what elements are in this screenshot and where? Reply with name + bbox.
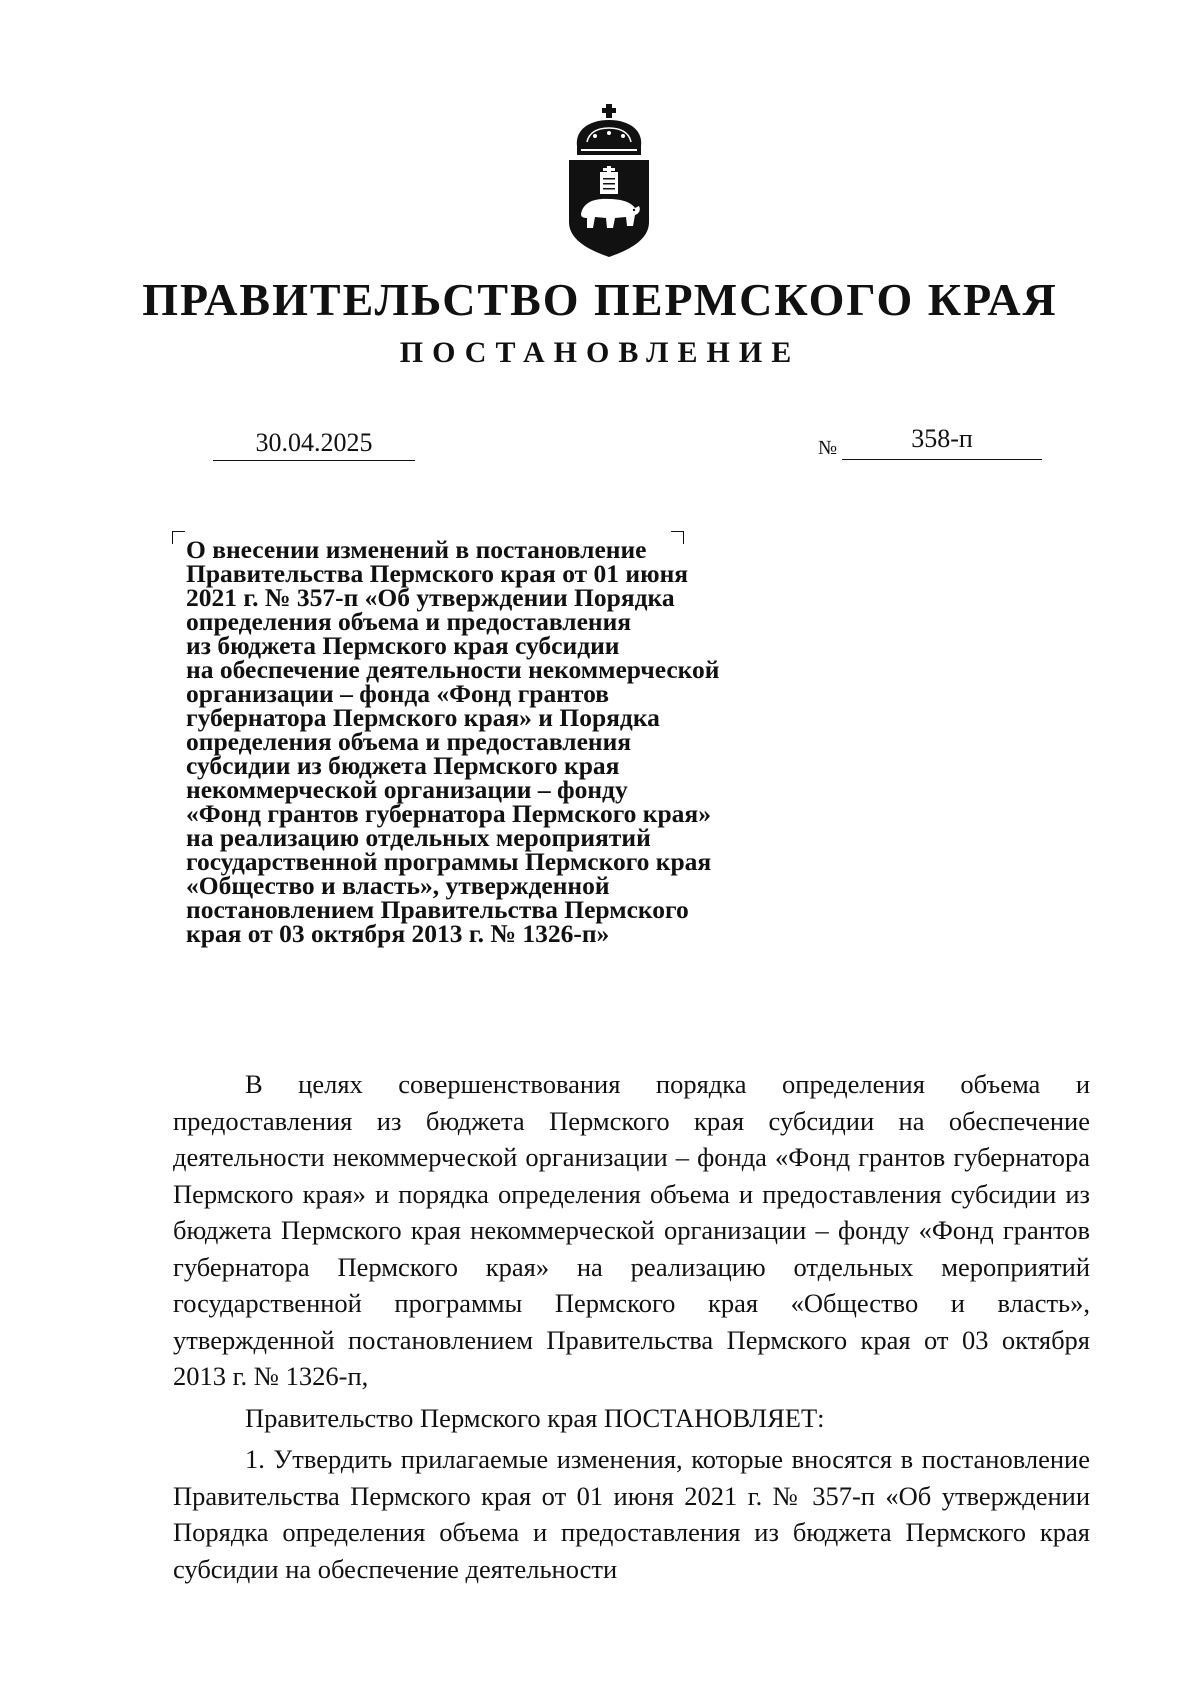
subject-line: Правительства Пермского края от 01 июня bbox=[186, 559, 689, 588]
subject-line: края от 03 октября 2013 г. № 1326-п» bbox=[186, 919, 610, 948]
document-body bbox=[173, 1066, 1090, 1587]
document-subject bbox=[186, 535, 806, 948]
subject-line: О внесении изменений в постановление bbox=[186, 535, 647, 564]
subject-line: определения объема и предоставления bbox=[186, 727, 632, 756]
document-number: 358-п bbox=[842, 424, 1042, 460]
subject-line: на обеспечение деятельности некоммерческой bbox=[186, 655, 720, 684]
document-type-title: ПОСТАНОВЛЕНИЕ bbox=[399, 336, 801, 369]
preamble-paragraph: В целях совершенствования порядка определения объема и предоставления из бюджета Пермского края субсидии на обеспечение деятельности некоммерческой организации – фонда «Фонд грантов губернатора Пермского края» и порядка определения объема и предоставления субсидии из бюджета Пермского края некоммерческой организации – фонду «Фонд грантов губернатора Пермского края» на реализацию отдельных мероприятий государственной программы Пермского края «Общество и власть», утвержденной постановлением Правительства Пермского края от 03 октября 2013 г. № 1326-п, bbox=[173, 1069, 1090, 1391]
subject-line: субсидии из бюджета Пермского края bbox=[186, 751, 620, 780]
resolution-paragraph: Правительство Пермского края ПОСТАНОВЛЯЕТ: bbox=[245, 1402, 825, 1433]
subject-line: на реализацию отдельных мероприятий bbox=[186, 823, 651, 852]
subject-line: некоммерческой организации – фонду bbox=[186, 775, 628, 804]
document-date: 30.04.2025 bbox=[213, 428, 415, 461]
subject-corner-mark-left bbox=[172, 531, 185, 544]
subject-line: определения объема и предоставления bbox=[186, 607, 632, 636]
item-1-paragraph: 1. Утвердить прилагаемые изменения, которые вносятся в постановление Правительства Пермского края от 01 июня 2021 г. № 357-п «Об утверждении Порядка определения объема и предоставления из бюджета Пермского края субсидии на обеспечение деятельности bbox=[173, 1444, 1090, 1584]
subject-line: «Общество и власть», утвержденной bbox=[186, 871, 610, 900]
subject-line: организации – фонда «Фонд грантов bbox=[186, 679, 609, 708]
number-label: № bbox=[818, 437, 838, 459]
subject-line: губернатора Пермского края» и Порядка bbox=[186, 703, 660, 732]
subject-line: постановлением Правительства Пермского bbox=[186, 895, 689, 924]
government-title: ПРАВИТЕЛЬСТВО ПЕРМСКОГО КРАЯ bbox=[142, 274, 1058, 325]
subject-line: государственной программы Пермского края bbox=[186, 847, 712, 876]
subject-line: 2021 г. № 357-п «Об утверждении Порядка bbox=[186, 583, 675, 612]
perm-krai-coat-of-arms-icon bbox=[565, 102, 653, 258]
subject-line: из бюджета Пермского края субсидии bbox=[186, 631, 620, 660]
subject-line: «Фонд грантов губернатора Пермского края» bbox=[186, 799, 711, 828]
